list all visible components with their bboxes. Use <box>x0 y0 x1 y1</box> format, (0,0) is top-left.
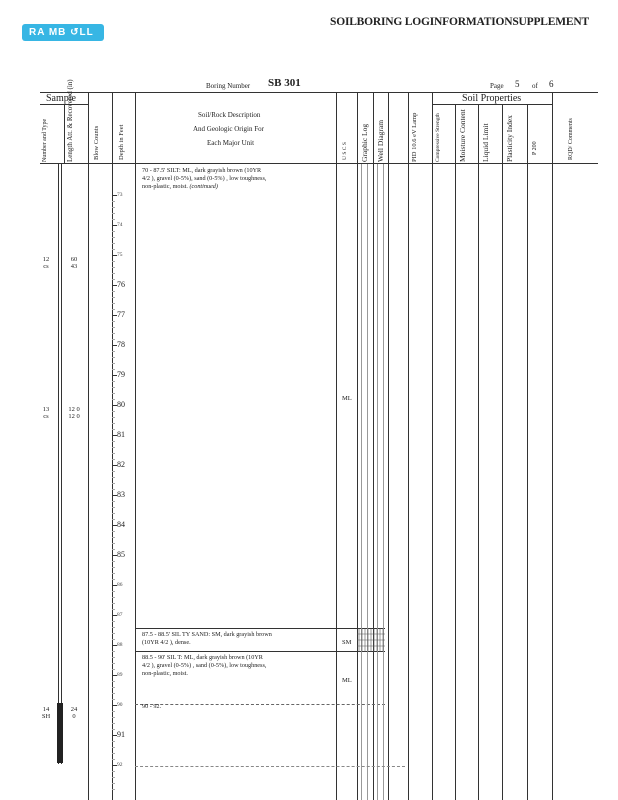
boring-number-label: Boring Number <box>206 82 251 90</box>
depth-minor-tick <box>112 309 115 310</box>
depth-minor-tick <box>112 753 115 754</box>
sample-number: 12 cs <box>42 256 50 270</box>
depth-minor-tick <box>112 453 115 454</box>
depth-minor-tick <box>112 681 115 682</box>
soil-props-header-rule <box>432 104 552 105</box>
depth-label: 89 <box>117 672 123 678</box>
depth-minor-tick <box>112 447 115 448</box>
boring-number-value: SB 301 <box>268 77 301 89</box>
depth-minor-tick <box>112 651 115 652</box>
depth-minor-tick <box>112 717 115 718</box>
col-divider <box>527 104 528 800</box>
depth-minor-tick <box>112 627 115 628</box>
depth-label: 79 <box>117 370 125 379</box>
col-divider <box>135 92 136 800</box>
depth-minor-tick <box>112 489 115 490</box>
soil-properties-group-header: Soil Properties <box>462 93 522 104</box>
page-current: 5 <box>515 79 520 89</box>
well-diagram-header: Well Diagram <box>376 119 385 162</box>
depth-feet-header: Depth in Feet <box>118 124 125 160</box>
sample-length: 12 0 12 0 <box>68 406 80 420</box>
unit-boundary <box>135 651 385 652</box>
depth-label: 86 <box>117 582 123 588</box>
col-divider <box>552 92 553 800</box>
depth-minor-tick <box>112 387 115 388</box>
depth-minor-tick <box>112 657 115 658</box>
header-bottom-rule <box>40 163 598 164</box>
depth-minor-tick <box>112 621 115 622</box>
description-unit: 87.5 - 88.5' SIL TY SAND: SM, dark grayish brown (10YR 4/2 ), dense. <box>142 631 272 646</box>
depth-minor-tick <box>112 333 115 334</box>
description-header-line1: Soil/Rock Description <box>198 111 261 119</box>
col-divider <box>336 92 337 800</box>
depth-minor-tick <box>112 531 115 532</box>
depth-label: 77 <box>117 310 125 319</box>
depth-minor-tick <box>112 669 115 670</box>
uscs-code: ML <box>342 395 352 402</box>
depth-label: 82 <box>117 460 125 469</box>
depth-label: 75 <box>117 252 123 258</box>
depth-minor-tick <box>112 459 115 460</box>
depth-minor-tick <box>112 279 115 280</box>
document-title: SOILBORING LOGINFORMATIONSUPPLEMENT <box>330 16 589 28</box>
depth-minor-tick <box>112 633 115 634</box>
depth-label: 88 <box>117 642 123 648</box>
depth-label: 83 <box>117 490 125 499</box>
page-total: 6 <box>549 79 554 89</box>
depth-minor-tick <box>112 429 115 430</box>
unit-boundary <box>135 628 385 629</box>
page-of-label: of <box>532 82 538 90</box>
depth-minor-tick <box>112 783 115 784</box>
depth-label: 81 <box>117 430 125 439</box>
depth-minor-tick <box>112 603 115 604</box>
depth-minor-tick <box>112 441 115 442</box>
depth-minor-tick <box>112 213 115 214</box>
depth-label: 85 <box>117 550 125 559</box>
depth-minor-tick <box>112 201 115 202</box>
depth-label: 87 <box>117 612 123 618</box>
plasticity-index-header: Plasticity Index <box>505 115 514 162</box>
depth-minor-tick <box>112 363 115 364</box>
depth-minor-tick <box>112 399 115 400</box>
depth-minor-tick <box>112 537 115 538</box>
description-unit: 70 - 87.5' SILT: ML, dark grayish brown (10YR 4/2 ), gravel (0-5%), sand (0-5%) , low toughness, non-plastic, moist. (continued) <box>142 167 267 190</box>
depth-minor-tick <box>112 381 115 382</box>
depth-minor-tick <box>112 663 115 664</box>
description-unit: 90 - 92. <box>142 703 162 710</box>
depth-label: 74 <box>117 222 123 228</box>
depth-minor-tick <box>112 711 115 712</box>
depth-minor-tick <box>112 237 115 238</box>
col-divider <box>455 104 456 800</box>
depth-minor-tick <box>112 543 115 544</box>
sample-length: 60 43 <box>70 256 78 270</box>
depth-minor-tick <box>112 357 115 358</box>
sample-number: 13 cs <box>42 406 50 420</box>
depth-minor-tick <box>112 393 115 394</box>
depth-minor-tick <box>112 219 115 220</box>
sample-length: 24 0 <box>70 706 78 720</box>
description-unit: 88.5 - 90' SIL T: ML, dark grayish brown (10YR 4/2 ), gravel (0-5%) , sand (0-5%), low toughness, non-plastic, moist. <box>142 654 267 677</box>
moisture-content-header: Moisture Content <box>458 109 467 162</box>
uscs-code: SM <box>342 639 352 646</box>
depth-minor-tick <box>112 723 115 724</box>
col-divider <box>478 104 479 800</box>
depth-minor-tick <box>112 261 115 262</box>
depth-minor-tick <box>112 771 115 772</box>
depth-minor-tick <box>112 327 115 328</box>
description-header-line3: Each Major Unit <box>207 139 255 147</box>
depth-minor-tick <box>112 729 115 730</box>
depth-minor-tick <box>112 483 115 484</box>
well-casing-line <box>383 164 384 800</box>
graphic-log-header: Graphic Log <box>360 123 369 162</box>
number-type-header: Number and Type <box>42 118 48 162</box>
depth-minor-tick <box>112 501 115 502</box>
sample-number: 14 SH <box>41 706 51 720</box>
uscs-code: ML <box>342 677 352 684</box>
depth-minor-tick <box>112 567 115 568</box>
depth-minor-tick <box>112 207 115 208</box>
depth-minor-tick <box>112 291 115 292</box>
depth-label: 92 <box>117 762 123 768</box>
col-divider <box>373 92 374 800</box>
length-recovered-header: Length Att. & Recovered (in) <box>66 79 74 162</box>
depth-minor-tick <box>112 699 115 700</box>
depth-minor-tick <box>112 579 115 580</box>
col-divider <box>357 92 358 800</box>
description-header-line2: And Geologic Origin For <box>193 125 264 133</box>
company-logo: RA MB ↺LL <box>22 24 104 41</box>
sample-bar-fill <box>57 703 63 763</box>
depth-minor-tick <box>112 417 115 418</box>
depth-minor-tick <box>112 687 115 688</box>
depth-minor-tick <box>112 321 115 322</box>
depth-minor-tick <box>112 411 115 412</box>
depth-label: 90 <box>117 702 123 708</box>
well-casing-line <box>367 164 368 800</box>
depth-minor-tick <box>112 777 115 778</box>
col-divider <box>388 92 389 800</box>
sample-bar <box>58 164 62 764</box>
depth-minor-tick <box>112 549 115 550</box>
depth-minor-tick <box>112 351 115 352</box>
bottom-dashed-rule <box>135 766 405 767</box>
depth-minor-tick <box>112 561 115 562</box>
p200-header: P 200 <box>532 141 538 155</box>
depth-label: 80 <box>117 400 125 409</box>
depth-minor-tick <box>112 513 115 514</box>
col-divider <box>408 92 409 800</box>
depth-minor-tick <box>112 789 115 790</box>
depth-label: 78 <box>117 340 125 349</box>
col-divider <box>502 104 503 800</box>
compressive-strength-header: Compressive Strength <box>435 113 441 162</box>
sand-hatch-graphic <box>357 628 385 652</box>
depth-minor-tick <box>112 693 115 694</box>
depth-minor-tick <box>112 519 115 520</box>
depth-minor-tick <box>112 249 115 250</box>
depth-minor-tick <box>112 573 115 574</box>
depth-minor-tick <box>112 267 115 268</box>
col-divider <box>64 104 65 164</box>
depth-minor-tick <box>112 297 115 298</box>
depth-label: 73 <box>117 192 123 198</box>
depth-minor-tick <box>112 231 115 232</box>
sample-group-header: Sample <box>46 93 76 104</box>
depth-minor-tick <box>112 423 115 424</box>
depth-minor-tick <box>112 759 115 760</box>
depth-label: 76 <box>117 280 125 289</box>
uscs-header: U S C S <box>342 142 348 160</box>
depth-label: 91 <box>117 730 125 739</box>
rqd-comments-header: RQD/ Comments <box>568 118 574 160</box>
depth-minor-tick <box>112 303 115 304</box>
blow-counts-header: Blow Counts <box>93 125 100 160</box>
col-divider <box>88 92 89 800</box>
depth-minor-tick <box>112 597 115 598</box>
pid-header: PID 10.6 eV Lamp <box>411 112 418 162</box>
depth-minor-tick <box>112 339 115 340</box>
depth-minor-tick <box>112 243 115 244</box>
depth-minor-tick <box>112 369 115 370</box>
depth-label: 84 <box>117 520 125 529</box>
well-casing-line <box>377 164 378 800</box>
well-casing-line <box>361 164 362 800</box>
liquid-limit-header: Liquid Limit <box>481 123 490 162</box>
depth-minor-tick <box>112 273 115 274</box>
depth-minor-tick <box>112 507 115 508</box>
depth-minor-tick <box>112 609 115 610</box>
depth-minor-tick <box>112 477 115 478</box>
depth-minor-tick <box>112 741 115 742</box>
depth-minor-tick <box>112 471 115 472</box>
depth-minor-tick <box>112 747 115 748</box>
depth-minor-tick <box>112 639 115 640</box>
col-divider <box>432 92 433 800</box>
depth-minor-tick <box>112 591 115 592</box>
page-label: Page <box>490 82 504 90</box>
